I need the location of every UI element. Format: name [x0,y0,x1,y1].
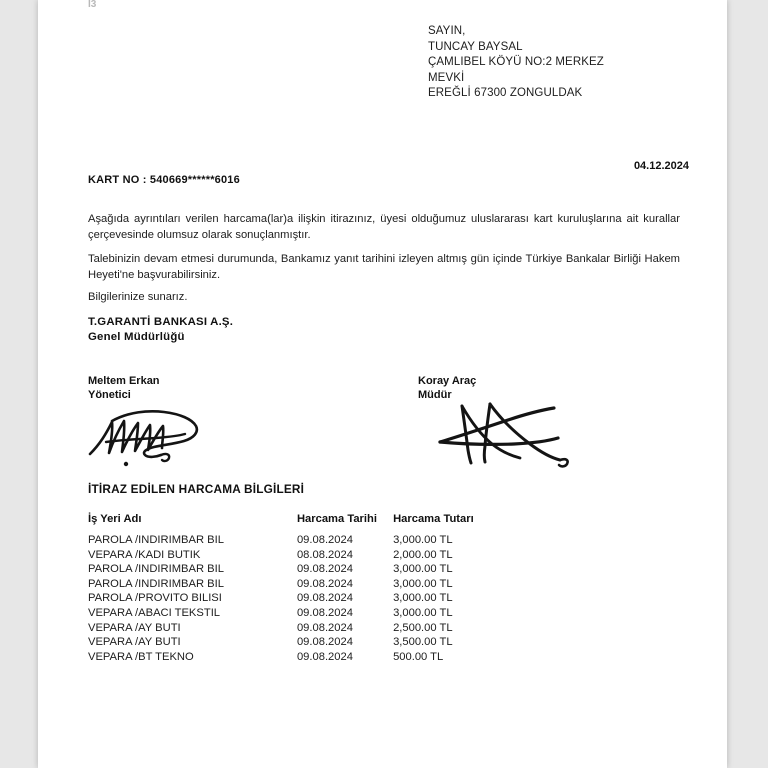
cell-date: 09.08.2024 [296,534,353,546]
transactions-table [88,513,508,665]
cell-amount: 3,000.00 TL [393,592,453,605]
column-header-amount: Harcama Tutarı [393,513,474,525]
cell-date: 09.08.2024 [296,636,353,649]
table-row [88,549,508,564]
cell-date: 08.08.2024 [296,548,353,561]
signer-right-title: Müdür [418,388,452,401]
table-row [88,534,508,549]
signer-left-title: Yönetici [88,388,131,401]
signer-right-name: Koray Araç [418,375,477,387]
cell-amount: 3,000.00 TL [393,534,453,546]
bank-name: T.GARANTİ BANKASI A.Ş. [88,316,234,328]
card-number: KART NO : 540669******6016 [88,174,240,186]
cell-merchant: VEPARA /AY BUTI [88,621,181,634]
table-row [88,592,508,607]
recipient-line-city: EREĞLİ 67300 ZONGULDAK [428,87,583,99]
table-row [88,622,508,637]
table-row [88,607,508,622]
cell-date: 09.08.2024 [296,563,353,576]
table-header-row [88,513,508,534]
cell-amount: 3,000.00 TL [393,606,453,619]
cell-amount: 3,000.00 TL [393,577,453,590]
bank-signature-block [88,315,233,344]
cell-amount: 2,500.00 TL [393,621,453,634]
cell-merchant: VEPARA /KADI BUTIK [88,548,201,561]
signature-left-icon [86,398,246,473]
signer-left-name: Meltem Erkan [88,375,160,387]
cell-merchant: VEPARA /AY BUTI [88,636,181,649]
recipient-line-district: MEVKİ [428,71,465,84]
recipient-address-block [428,24,604,102]
body-paragraph-3: Bilgilerinize sunarız. [88,291,188,303]
column-header-date: Harcama Tarihi [296,513,377,525]
cell-merchant: VEPARA /BT TEKNO [88,650,194,663]
table-row [88,563,508,578]
recipient-line-street: ÇAMLIBEL KÖYÜ NO:2 MERKEZ [428,56,604,68]
cell-merchant: PAROLA /INDIRIMBAR BIL [88,577,224,590]
body-paragraph-1: Aşağıda ayrıntıları verilen harcama(lar)a ilişkin itirazınız, üyesi olduğumuz uluslararası kart kuruluşlarına ait kurallar çerçevesinde olumsuz olarak sonuçlanmıştır. [88,213,680,241]
cell-date: 09.08.2024 [296,621,353,634]
cell-amount: 3,500.00 TL [393,636,453,649]
cell-date: 09.08.2024 [296,592,353,605]
table-row [88,651,508,666]
table-title: İTİRAZ EDİLEN HARCAMA BİLGİLERİ [88,482,305,496]
cell-merchant: PAROLA /INDIRIMBAR BIL [88,534,224,546]
cell-amount: 2,000.00 TL [393,548,453,561]
cell-merchant: PAROLA /INDIRIMBAR BIL [88,563,224,576]
signature-right-icon [438,396,578,473]
cell-amount: 3,000.00 TL [393,563,453,576]
cell-date: 09.08.2024 [296,650,353,663]
document-page [38,0,727,768]
cell-date: 09.08.2024 [296,606,353,619]
document-date: 04.12.2024 [633,160,689,172]
cell-amount: 500.00 TL [393,650,444,663]
recipient-line-salutation: SAYIN, [428,25,466,37]
table-row [88,578,508,593]
column-header-merchant: İş Yeri Adı [88,513,142,525]
recipient-line-name: TUNCAY BAYSAL [428,40,523,53]
table-row [88,636,508,651]
cell-merchant: VEPARA /ABACI TEKSTIL [88,606,221,619]
bank-department: Genel Müdürlüğü [88,330,185,343]
cell-date: 09.08.2024 [296,577,353,590]
page-corner-mark: I3 [88,0,97,10]
cell-merchant: PAROLA /PROVITO BILISI [88,592,222,605]
body-paragraph-2: Talebinizin devam etmesi durumunda, Bankamız yanıt tarihini izleyen altmış gün içinde Türkiye Bankalar Birliği Hakem Heyeti'ne başvurabilirsiniz. [88,253,680,281]
